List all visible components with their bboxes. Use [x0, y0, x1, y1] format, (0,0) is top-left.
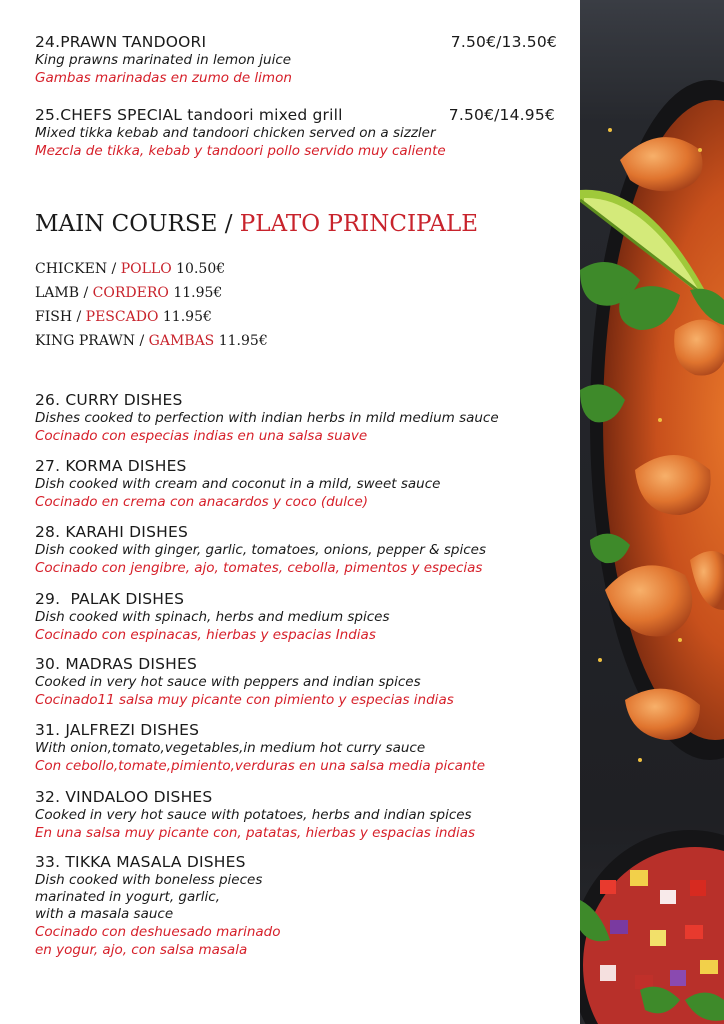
item-title: 29. PALAK DISHES — [35, 590, 185, 608]
item-title: 25.CHEFS SPECIAL tandoori mixed grill — [35, 106, 343, 124]
item-description-es: Mezcla de tikka, kebab y tandoori pollo servido muy caliente — [35, 143, 446, 159]
item-title: 30. MADRAS DISHES — [35, 655, 198, 673]
menu-item-chefs-special — [35, 106, 565, 160]
item-title: 28. KARAHI DISHES — [35, 523, 189, 541]
meat-price: 11.95€ — [162, 309, 212, 325]
meat-row-fish — [35, 305, 268, 329]
meat-name-en: KING PRAWN — [35, 333, 136, 349]
item-title: 32. VINDALOO DISHES — [35, 788, 213, 806]
meat-name-es: PESCADO — [85, 309, 159, 325]
section-title-en: MAIN COURSE — [35, 211, 218, 237]
item-description-en: marinated in yogurt, garlic, — [35, 889, 221, 905]
meat-name-es: GAMBAS — [148, 333, 215, 349]
item-description-en: Dish cooked with ginger, garlic, tomatoes, onions, pepper & spices — [35, 542, 486, 558]
item-description-en: With onion,tomato,vegetables,in medium hot curry sauce — [35, 740, 426, 756]
item-description-en: Dishes cooked to perfection with indian herbs in mild medium sauce — [35, 410, 499, 426]
meat-price: 10.50€ — [176, 261, 226, 277]
item-title-row — [35, 33, 565, 52]
meat-separator: / — [139, 333, 145, 349]
item-description-en: Cooked in very hot sauce with peppers and indian spices — [35, 674, 421, 690]
item-title: 24.PRAWN TANDOORI — [35, 33, 207, 51]
food-photo — [580, 0, 724, 1024]
section-title-main-course — [35, 211, 478, 237]
meat-row-king-prawn — [35, 329, 268, 353]
meat-separator: / — [111, 261, 117, 277]
meat-name-es: CORDERO — [92, 285, 169, 301]
item-title: 33. TIKKA MASALA DISHES — [35, 853, 246, 871]
menu-item-jalfrezi — [35, 721, 565, 775]
item-description-es: Con cebollo,tomate,pimiento,verduras en una salsa media picante — [35, 758, 486, 774]
item-description-es: Cocinado con espinacas, hierbas y espacias Indias — [35, 627, 376, 643]
item-description-en: Cooked in very hot sauce with potatoes, herbs and indian spices — [35, 807, 472, 823]
item-description-en: Dish cooked with spinach, herbs and medium spices — [35, 609, 390, 625]
item-title-row — [35, 106, 565, 125]
item-description-en: with a masala sauce — [35, 906, 174, 922]
item-description-en: Mixed tikka kebab and tandoori chicken served on a sizzler — [35, 125, 436, 141]
meat-price: 11.95€ — [218, 333, 268, 349]
item-price: 7.50€/13.50€ — [450, 33, 557, 51]
item-description-en: Dish cooked with boneless pieces — [35, 872, 263, 888]
item-description-en: Dish cooked with cream and coconut in a mild, sweet sauce — [35, 476, 441, 492]
meat-price-list — [35, 257, 268, 353]
menu-item-vindaloo — [35, 788, 565, 842]
item-description-en: King prawns marinated in lemon juice — [35, 52, 292, 68]
meat-name-es: POLLO — [120, 261, 172, 277]
item-description-es: Cocinado11 salsa muy picante con pimiento y especias indias — [35, 692, 454, 708]
meat-separator: / — [83, 285, 89, 301]
meat-row-chicken — [35, 257, 268, 281]
item-description-es: Gambas marinadas en zumo de limon — [35, 70, 292, 86]
item-description-es: Cocinado con jengibre, ajo, tomates, cebolla, pimentos y especias — [35, 560, 483, 576]
menu-item-madras — [35, 655, 565, 709]
item-description-es: Cocinado en crema con anacardos y coco (dulce) — [35, 494, 369, 510]
item-description-es: En una salsa muy picante con, patatas, hierbas y espacias indias — [35, 825, 476, 841]
menu-item-karahi — [35, 523, 565, 577]
menu-item-curry — [35, 391, 565, 445]
section-title-es: PLATO PRINCIPALE — [239, 211, 479, 237]
meat-name-en: CHICKEN — [35, 261, 108, 277]
meat-price: 11.95€ — [173, 285, 223, 301]
meat-name-en: LAMB — [35, 285, 80, 301]
meat-separator: / — [76, 309, 82, 325]
menu-item-tikka-masala — [35, 853, 565, 959]
meat-name-en: FISH — [35, 309, 73, 325]
meat-row-lamb — [35, 281, 268, 305]
item-description-es: en yogur, ajo, con salsa masala — [35, 942, 248, 958]
item-price: 7.50€/14.95€ — [448, 106, 555, 124]
item-title: 26. CURRY DISHES — [35, 391, 183, 409]
item-description-es: Cocinado con deshuesado marinado — [35, 924, 281, 940]
menu-item-palak — [35, 590, 565, 644]
item-title: 27. KORMA DISHES — [35, 457, 187, 475]
menu-item-prawn-tandoori — [35, 33, 565, 87]
item-description-es: Cocinado con especias indias en una salsa suave — [35, 428, 368, 444]
section-title-separator: / — [224, 211, 233, 237]
item-title: 31. JALFREZI DISHES — [35, 721, 200, 739]
menu-item-korma — [35, 457, 565, 511]
